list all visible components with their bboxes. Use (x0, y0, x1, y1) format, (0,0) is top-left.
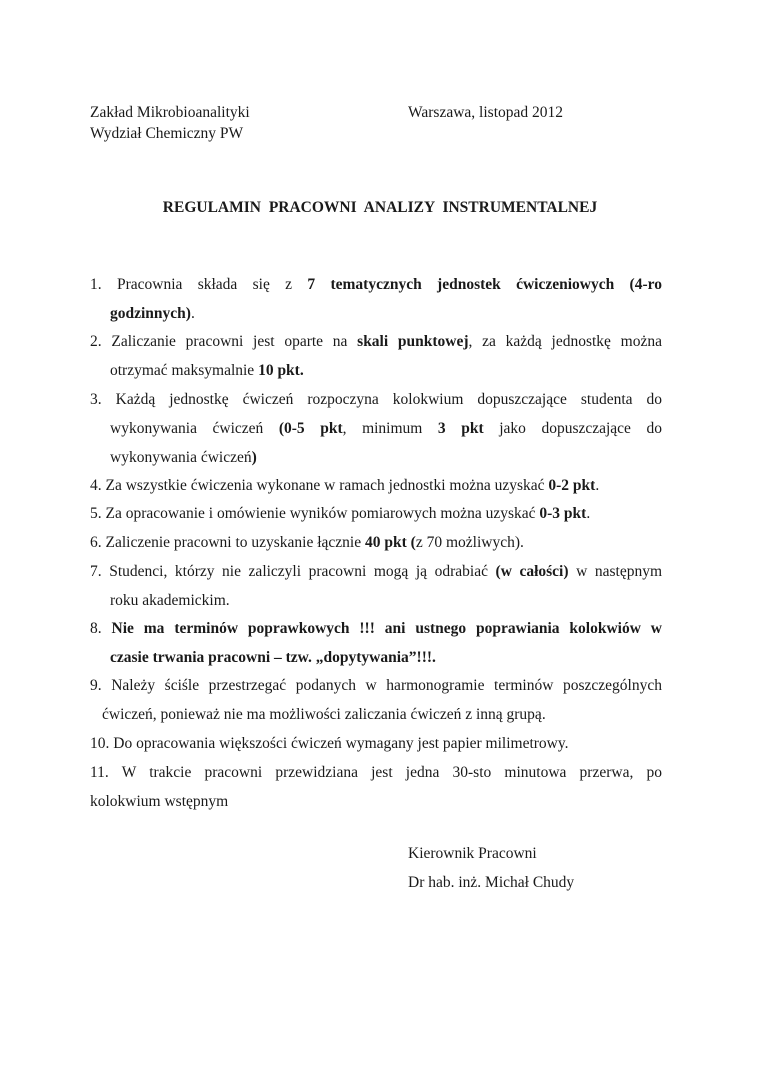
rule-5: 5. Za opracowanie i omówienie wyników pomiarowych można uzyskać 0-3 pkt. (90, 505, 591, 522)
rule-4: 4. Za wszystkie ćwiczenia wykonane w ramach jednostki można uzyskać 0-2 pkt. (90, 477, 600, 494)
signature-role: Kierownik Pracowni (408, 845, 537, 862)
rule-6: 6. Zaliczenie pracowni to uzyskanie łącznie 40 pkt (z 70 możliwych). (90, 534, 524, 551)
department-name: Zakład Mikrobioanalityki (90, 104, 250, 121)
rule-3: 3. Każdą jednostkę ćwiczeń rozpoczyna kolokwium dopuszczające studenta do wykonywania ćwiczeń (0-5 pkt, minimum 3 pkt jako dopuszczające do wykonywania ćwiczeń) (90, 391, 663, 466)
place-date: Warszawa, listopad 2012 (408, 104, 563, 121)
rule-9: 9. Należy ściśle przestrzegać podanych w harmonogramie terminów poszczególnych ćwiczeń, ponieważ nie ma możliwości zaliczania ćwiczeń z inną grupą. (90, 677, 662, 723)
rule-number: 4. (90, 477, 102, 494)
rule-number: 1. (90, 276, 102, 293)
signature-name: Dr hab. inż. Michał Chudy (408, 874, 575, 891)
rule-number: 8. (90, 620, 102, 637)
rule-number: 10. (90, 735, 110, 752)
rule-10: 10. Do opracowania większości ćwiczeń wymagany jest papier milimetrowy. (90, 735, 569, 752)
rule-2: 2. Zaliczanie pracowni jest oparte na skali punktowej, za każdą jednostkę można otrzymać maksymalnie 10 pkt. (90, 333, 662, 379)
rule-number: 5. (90, 505, 102, 522)
rule-number: 7. (90, 563, 102, 580)
rule-1: 1. Pracownia składa się z 7 tematycznych jednostek ćwiczeniowych (4-ro godzinnych). (90, 276, 662, 322)
rule-7: 7. Studenci, którzy nie zaliczyli pracowni mogą ją odrabiać (w całości) w następnym roku akademickim. (90, 563, 663, 609)
rule-number: 3. (90, 391, 102, 408)
document-title: REGULAMIN PRACOWNI ANALIZY INSTRUMENTALNEJ (162, 199, 598, 216)
rule-number: 11. (90, 764, 109, 781)
rule-11: 11. W trakcie pracowni przewidziana jest jedna 30-sto minutowa przerwa, po kolokwium wstępnym (90, 764, 662, 810)
rule-number: 2. (90, 333, 102, 350)
faculty-name: Wydział Chemiczny PW (90, 125, 244, 142)
rule-number: 6. (90, 534, 102, 551)
rule-number: 9. (90, 677, 102, 694)
rule-8: 8. Nie ma terminów poprawkowych !!! ani ustnego poprawiania kolokwiów w czasie trwania pracowni – tzw. „dopytywania”!!!. (90, 620, 662, 666)
